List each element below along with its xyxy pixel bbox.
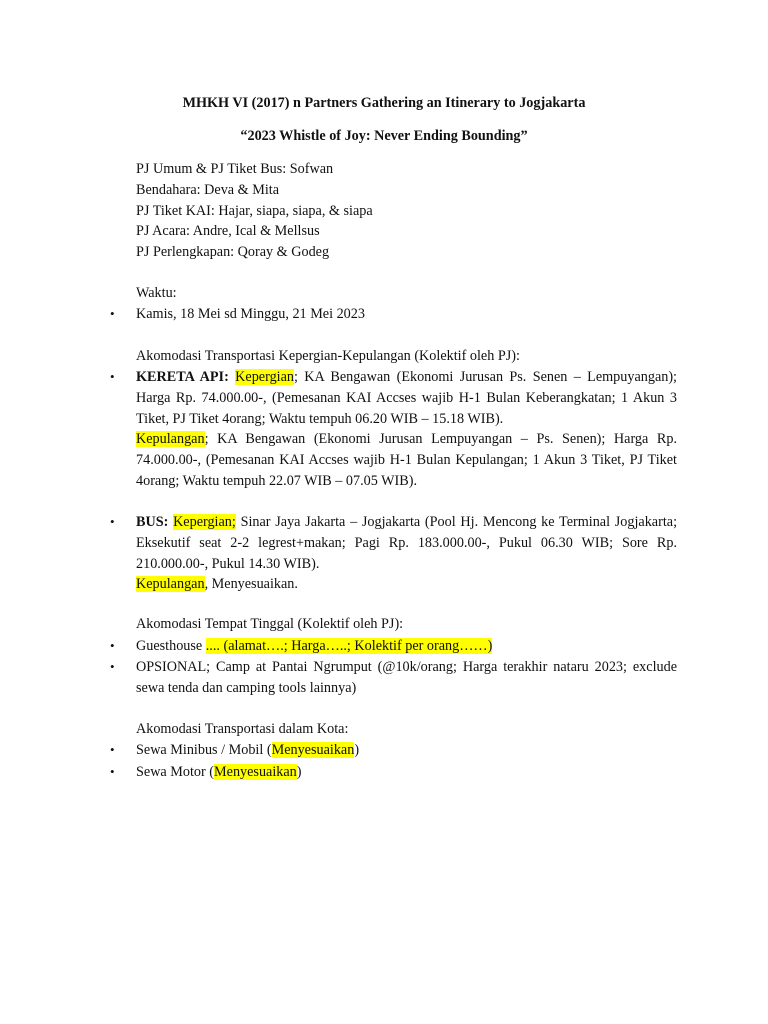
motor-label: Sewa Motor ( <box>136 764 215 780</box>
motor-item <box>136 762 677 783</box>
committee-line: PJ Tiket KAI: Hajar, siapa, siapa, & siapa <box>136 202 373 219</box>
city-transport-heading: Akomodasi Transportasi dalam Kota: <box>136 721 349 737</box>
kereta-go-label: Kepergian <box>235 369 294 385</box>
bus-go-label: Kepergian; <box>173 514 236 530</box>
kereta-label: KERETA API: <box>136 369 229 385</box>
bus-return-label: Kepulangan <box>136 576 205 593</box>
minibus-close: ) <box>354 742 360 758</box>
motor-close: ) <box>296 764 302 780</box>
bullet-icon: • <box>110 659 115 674</box>
document-subtitle: “2023 Whistle of Joy: Never Ending Bounding” <box>240 128 528 144</box>
bullet-icon: • <box>110 742 115 757</box>
minibus-value: Menyesuaikan <box>271 742 355 758</box>
kereta-return-text: ; KA Bengawan (Ekonomi Jurusan Lempuyangan – Ps. Senen); Harga Rp. 74.000.00-, (Pemesanan KAI Accses wajib H-1 Bulan Kepulangan; 1 Akun 3 Tiket, PJ Tiket 4orang; Waktu tempuh 22.07 WIB – 07.05 WIB). <box>136 431 677 489</box>
kereta-return-paragraph <box>136 429 677 491</box>
committee-line: PJ Acara: Andre, Ical & Mellsus <box>136 223 320 240</box>
bullet-icon: • <box>110 369 115 384</box>
guesthouse-detail: .... (alamat….; Harga…..; Kolektif per orang……) <box>205 638 493 654</box>
minibus-item <box>136 740 677 761</box>
motor-value: Menyesuaikan <box>214 764 297 780</box>
kereta-item <box>136 367 677 492</box>
optional-item: OPSIONAL; Camp at Pantai Ngrumput (@10k/orang; Harga terakhir nataru 2023; exclude sewa tenda dan camping tools lainnya) <box>136 659 677 696</box>
kereta-go-paragraph <box>136 367 677 429</box>
kereta-return-label: Kepulangan <box>136 431 205 448</box>
bullet-icon: • <box>110 764 115 779</box>
waktu-heading: Waktu: <box>136 285 177 301</box>
bus-item <box>136 512 677 595</box>
bus-return-paragraph <box>136 574 677 595</box>
bullet-icon: • <box>110 514 115 529</box>
committee-line: PJ Umum & PJ Tiket Bus: Sofwan <box>136 161 334 177</box>
bus-go-paragraph <box>136 512 677 574</box>
bus-go-text: Sinar Jaya Jakarta – Jogjakarta (Pool Hj. Mencong ke Terminal Jogjakarta; Eksekutif seat 2-2 legrest+makan; Pagi Rp. 183.000.00-, Pukul 06.30 WIB; Sore Rp. 210.000.00-, Pukul 14.30 WIB). <box>136 514 678 572</box>
bus-return-text: , Menyesuaikan. <box>204 576 298 593</box>
committee-list <box>136 159 677 263</box>
bullet-icon: • <box>110 638 115 653</box>
committee-line: PJ Perlengkapan: Qoray & Godeg <box>136 244 330 261</box>
guesthouse-label: Guesthouse <box>136 638 206 654</box>
document-title: MHKH VI (2017) n Partners Gathering an Itinerary to Jogjakarta <box>182 95 586 111</box>
guesthouse-item <box>136 636 677 657</box>
minibus-label: Sewa Minibus / Mobil ( <box>136 742 272 758</box>
lodging-heading: Akomodasi Tempat Tinggal (Kolektif oleh PJ): <box>136 616 404 632</box>
kereta-go-text: ; KA Bengawan (Ekonomi Jurusan Ps. Senen – Lempuyangan); Harga Rp. 74.000.00-, (Pemesanan KAI Accses wajib H-1 Bulan Keberangkatan; 1 Akun 3 Tiket, PJ Tiket 4orang; Waktu tempuh 06.20 WIB – 15.18 WIB). <box>136 369 678 427</box>
bus-label: BUS: <box>136 514 169 530</box>
bullet-icon: • <box>110 306 115 321</box>
transport-heading: Akomodasi Transportasi Kepergian-Kepulangan (Kolektif oleh PJ): <box>136 348 520 364</box>
waktu-date: Kamis, 18 Mei sd Minggu, 21 Mei 2023 <box>136 306 365 322</box>
committee-line: Bendahara: Deva & Mita <box>136 181 280 198</box>
